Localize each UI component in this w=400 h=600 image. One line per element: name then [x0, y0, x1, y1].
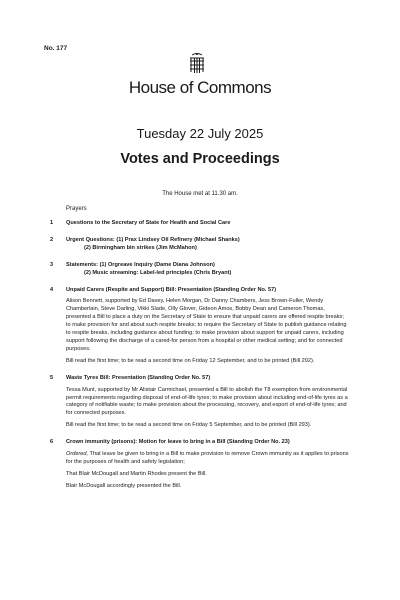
item-heading: Unpaid Carers (Respite and Support) Bill: Presentation (Standing Order No. 57): [66, 286, 277, 293]
item-line: Blair McDougall accordingly presented the Bill.: [66, 482, 182, 489]
item-number: 2: [50, 236, 54, 243]
item-heading: Statements: (1) Orgreave Inquiry (Dame Diana Johnson): [66, 261, 215, 268]
item-number: 5: [50, 374, 54, 381]
house-met-text: The House met at 11.30 am.: [162, 191, 238, 197]
item-number: 1: [50, 220, 54, 226]
portcullis-icon: [188, 52, 206, 76]
sitting-date: Tuesday 22 July 2025: [136, 126, 264, 141]
ordered-word: Ordered,: [66, 451, 89, 458]
list-item: [50, 287, 350, 366]
issue-number: No. 177: [44, 45, 68, 52]
list-item: [50, 220, 350, 228]
item-number: 3: [50, 261, 54, 268]
list-item: [50, 439, 350, 491]
item-heading: Questions to the Secretary of State for Health and Social Care: [66, 220, 231, 226]
list-item: [50, 375, 350, 430]
page-title: Votes and Proceedings: [120, 151, 280, 167]
prayers-text: Prayers: [66, 206, 87, 212]
item-number: 6: [50, 439, 54, 446]
item-reading: Bill read the first time; to be read a second time on Friday 5 September, and to be printed (Bill 293).: [66, 422, 312, 429]
list-item: [50, 237, 350, 253]
item-body-paragraph: [66, 451, 350, 467]
item-heading: Waste Tyres Bill: Presentation (Standing Order No. 57): [66, 374, 211, 381]
item-reading: Bill read the first time; to be read a second time on Friday 12 September, and to be printed (Bill 292).: [66, 357, 315, 364]
item-subheading: (2) Birmingham bin strikes (Jim McMahon): [84, 244, 197, 251]
item-line: That Blair McDougall and Martin Rhodes present the Bill.: [66, 470, 207, 477]
item-number: 4: [50, 286, 54, 293]
item-body: Tessa Munt, supported by Mr Alistair Carmichael, presented a Bill to abolish the T8 exemption from environmental permit requirements regarding disposal of end-of-life tyres; to make provision about including end-of-life tyres as a category of notifiable waste; to make provision about the processing, recovery, and export of end-of-life tyres; and for connected purposes.: [66, 386, 348, 417]
item-body: That leave be given to bring in a Bill to make provision to remove Crown immunity as it applies to prisons for the purposes of health and safety legislation;: [66, 451, 349, 465]
item-heading: Urgent Questions: (1) Prax Lindsey Oil Refinery (Michael Shanks): [66, 236, 240, 243]
proceedings-list: [50, 220, 350, 500]
item-heading: Crown immunity (prisons): Motion for leave to bring in a Bill (Standing Order No. 23): [66, 439, 290, 446]
list-item: [50, 262, 350, 278]
item-body: Alison Bennett, supported by Ed Davey, Helen Morgan, Dr Danny Chambers, Jess Brown-Fuller, Wendy Chamberlain, Steve Darling, Vikki Slade, Olly Glover, Gideon Amos, Bobby Dean and Cameron Thomas, presented a Bill to place a duty on the Secretary of State to ensure that unpaid carers are offered respite breaks; to make provision for and about such respite breaks; to require the Secretary of State to publish guidance relating to respite breaks, including guidance about funding; to make provision about support for unpaid carers, including support following the discharge of a cared-for person from a hospital or other medical setting; and for connected purposes.: [66, 298, 347, 352]
logo-text: House of Commons: [128, 78, 272, 97]
item-subheading: (2) Music streaming: Label-led principles (Chris Bryant): [84, 269, 232, 276]
